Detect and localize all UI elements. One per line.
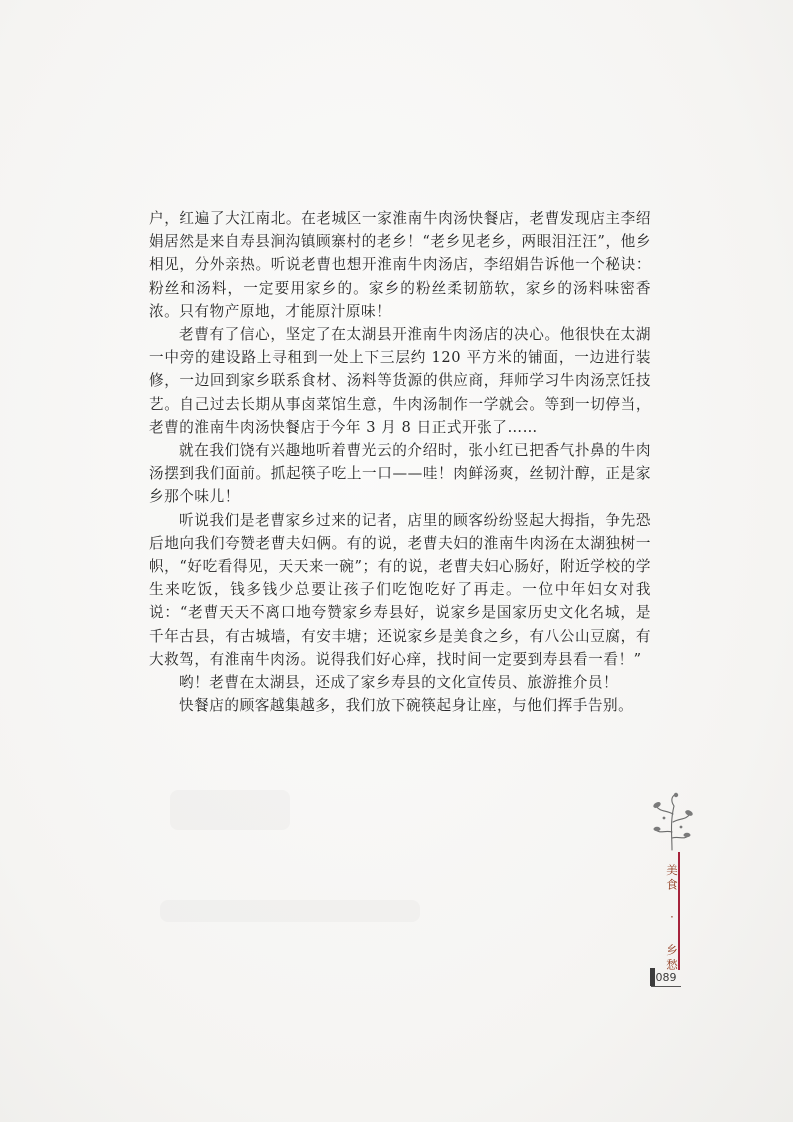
scan-smudge — [160, 900, 420, 922]
floral-ornament-icon — [648, 792, 696, 854]
page-number: 089 — [651, 969, 681, 987]
paragraph: 听说我们是老曹家乡过来的记者，店里的顾客纷纷竖起大拇指，争先恐后地向我们夸赞老曹夫妇俩。有的说，老曹夫妇的淮南牛肉汤在太湖独树一帜，“好吃看得见，天天来一碗”；有的说，老曹夫妇心肠好，附近学校的学生来吃饭，钱多钱少总要让孩子们吃饱吃好了再走。一位中年妇女对我说：“老曹天天不离口地夸赞家乡寿县好，说家乡是国家历史文化名城，是千年古县，有古城墙，有安丰塘；还说家乡是美食之乡，有八公山豆腐，有大救驾，有淮南牛肉汤。说得我们好心痒，找时间一定要到寿县看一看！” — [149, 511, 651, 668]
paragraph-continuation: 户，红遍了大江南北。在老城区一家淮南牛肉汤快餐店，老曹发现店主李绍娟居然是来自寿县涧沟镇顾寨村的老乡！“老乡见老乡，两眼泪汪汪”，他乡相见，分外亲热。听说老曹也想开淮南牛肉汤店，李绍娟告诉他一个秘诀：粉丝和汤料，一定要用家乡的。家乡的粉丝柔韧筋软，家乡的汤料味密香浓。只有物产原地，才能原汁原味！ — [149, 210, 651, 320]
paragraph: 快餐店的顾客越集越多，我们放下碗筷起身让座，与他们挥手告别。 — [179, 697, 634, 715]
paragraph: 老曹有了信心，坚定了在太湖县开淮南牛肉汤店的决心。他很快在太湖一中旁的建设路上寻租到一处上下三层约 120 平方米的铺面，一边进行装修，一边回到家乡联系食材、汤料等货源的供应商，拜师学习牛肉汤烹饪技艺。自己过去长期从事卤菜馆生意，牛肉汤制作一学就会。等到一切停当，老曹的淮南牛肉汤快餐店于今年 3 月 8 日正式开张了…… — [149, 326, 651, 436]
section-label: 美食 · 乡愁 — [665, 864, 679, 973]
scan-smudge — [170, 790, 290, 830]
paragraph: 就在我们饶有兴趣地听着曹光云的介绍时，张小红已把香气扑鼻的牛肉汤摆到我们面前。抓起筷子吃上一口——哇！肉鲜汤爽，丝韧汁醇，正是家乡那个味儿！ — [149, 442, 651, 506]
paragraph: 哟！老曹在太湖县，还成了家乡寿县的文化宣传员、旅游推介员！ — [179, 674, 619, 692]
article-body — [149, 207, 651, 717]
